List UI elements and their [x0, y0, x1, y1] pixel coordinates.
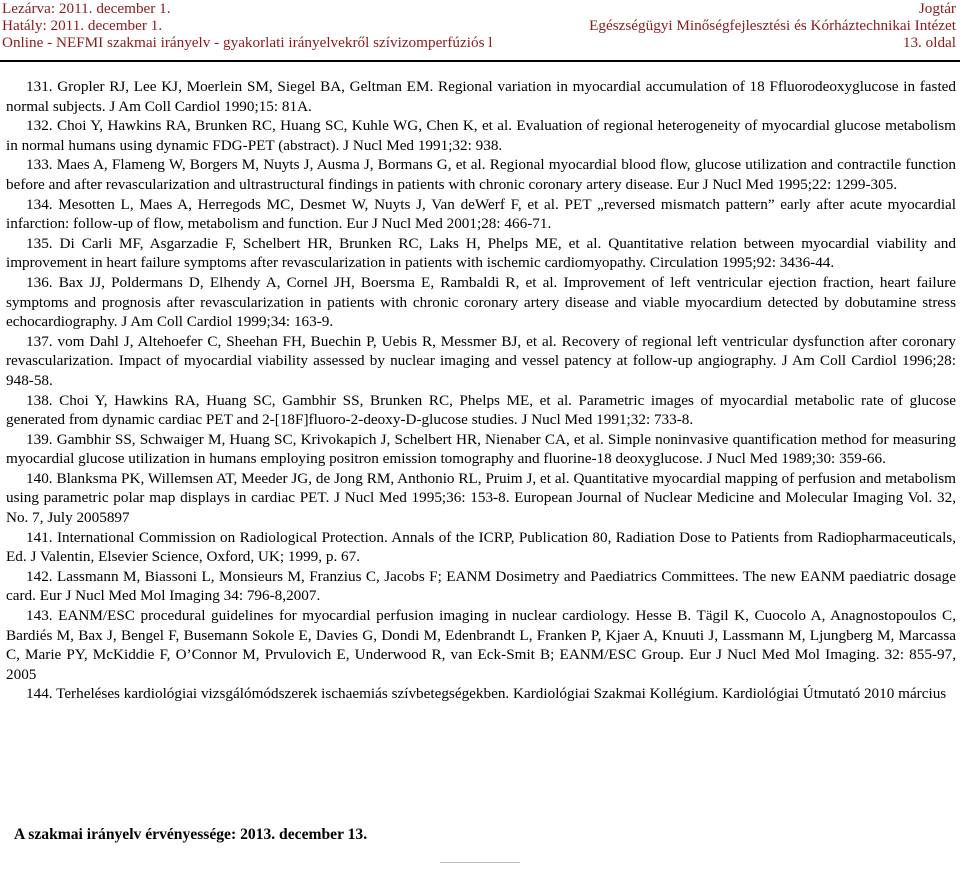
header-row-1: [0, 0, 960, 17]
reference-item: 135. Di Carli MF, Asgarzadie F, Schelbert HR, Brunken RC, Laks H, Phelps ME, et al. Quantitative relation between myocardial viability and improvement in heart failure symptoms after revascularization in patients with ischemic cardiomyopathy. Circulation 1995;92: 3436-44.: [6, 234, 956, 272]
header-divider: [0, 60, 960, 62]
reference-list: [6, 77, 956, 704]
reference-item: 143. EANM/ESC procedural guidelines for myocardial perfusion imaging in nuclear cardiology. Hesse B. Tägil K, Cuocolo A, Anagnostopoulos C, Bardiés M, Bax J, Bengel F, Busemann Sokole E, Davies G, Dondi M, Edenbrandt L, Franken P, Kjaer A, Knuuti J, Lassmann M, Ljungberg M, Marcassa C, Marie PY, McKiddie F, O’Connor M, Prvulovich E, Underwood R, van Eck-Smit B; EANM/ESC Group. Eur J Nucl Med Mol Imaging. 32: 855-97, 2005: [6, 607, 956, 683]
reference-item: 141. International Commission on Radiological Protection. Annals of the ICRP, Publication 80, Radiation Dose to Patients from Radiopharmaceuticals, Ed. J Valentin, Elsevier Science, Oxford, UK; 1999, p. 67.: [6, 528, 956, 566]
validity-statement: A szakmai irányelv érvényessége: 2013. december 13.: [14, 826, 368, 843]
header-row-3: [0, 34, 960, 51]
reference-item: 136. Bax JJ, Poldermans D, Elhendy A, Cornel JH, Boersma E, Rambaldi R, et al. Improvement of left ventricular ejection fraction, heart failure symptoms and prognosis after revascularization in patients with chronic coronary artery disease and viable myocardium detected by dobutamine stress echocardiography. J Am Coll Cardiol 1999;34: 163-9.: [6, 273, 956, 331]
publisher-name: Jogtár: [918, 0, 956, 17]
reference-item: 131. Gropler RJ, Lee KJ, Moerlein SM, Siegel BA, Geltman EM. Regional variation in myocardial accumulation of 18 Ffluorodeoxyglucose in fasted normal subjects. J Am Coll Cardiol 1990;15: 81A.: [6, 78, 956, 115]
closed-date: Lezárva: 2011. december 1.: [2, 0, 171, 17]
institute-name: Egészségügyi Minőségfejlesztési és Kórháztechnikai Intézet: [589, 17, 956, 34]
document-title: Online - NEFMI szakmai irányelv - gyakorlati irányelvekről szívizomperfúziós l: [2, 34, 493, 51]
reference-item: 140. Blanksma PK, Willemsen AT, Meeder JG, de Jong RM, Anthonio RL, Pruim J, et al. Quantitative myocardial mapping of perfusion and metabolism using parametric polar map displays in cardiac PET. J Nucl Med 1995;36: 153-8. European Journal of Nuclear Medicine and Molecular Imaging Vol. 32, No. 7, July 2005897: [6, 469, 956, 527]
reference-item: 132. Choi Y, Hawkins RA, Brunken RC, Huang SC, Kuhle WG, Chen K, et al. Evaluation of regional heterogeneity of myocardial glucose metabolism in normal humans using dynamic FDG-PET (abstract). J Nucl Med 1991;32: 938.: [6, 117, 956, 154]
reference-item: 139. Gambhir SS, Schwaiger M, Huang SC, Krivokapich J, Schelbert HR, Nienaber CA, et al. Simple noninvasive quantification method for measuring myocardial glucose utilization in humans employing positron emission tomography and fluorine-18 deoxyglucose. J Nucl Med 1989;30: 359-66.: [6, 430, 956, 468]
page-number: 13. oldal: [902, 34, 956, 51]
reference-item: 142. Lassmann M, Biassoni L, Monsieurs M, Franzius C, Jacobs F; EANM Dosimetry and Paediatrics Committees. The new EANM paediatric dosage card. Eur J Nucl Med Mol Imaging 34: 796-8,2007.: [6, 567, 956, 605]
header-row-2: [0, 17, 960, 34]
footer-divider: [440, 862, 520, 863]
reference-item: 134. Mesotten L, Maes A, Herregods MC, Desmet W, Nuyts J, Van deWerf F, et al. PET „reversed mismatch pattern” early after acute myocardial infarction: follow-up of flow, metabolism and function. Eur J Nucl Med 2001;28: 466-71.: [6, 195, 956, 233]
reference-item: 144. Terheléses kardiológiai vizsgálómódszerek ischaemiás szívbetegségekben. Kardiológiai Szakmai Kollégium. Kardiológiai Útmutató 2010 március: [26, 685, 947, 703]
reference-item: 137. vom Dahl J, Altehoefer C, Sheehan FH, Buechin P, Uebis R, Messmer BJ, et al. Recovery of regional left ventricular dysfunction after coronary revascularization. Impact of myocardial viability assessed by nuclear imaging and vessel patency at follow-up angiography. J Am Coll Cardiol 1996;28: 948-58.: [6, 332, 956, 389]
page-header: [0, 0, 960, 53]
effective-date: Hatály: 2011. december 1.: [2, 17, 163, 34]
reference-item: 133. Maes A, Flameng W, Borgers M, Nuyts J, Ausma J, Bormans G, et al. Regional myocardial blood flow, glucose utilization and contractile function before and after revascularization and ultrastructural findings in patients with chronic coronary artery disease. Eur J Nucl Med 1995;22: 1299-305.: [6, 156, 956, 193]
reference-item: 138. Choi Y, Hawkins RA, Huang SC, Gambhir SS, Brunken RC, Phelps ME, et al. Parametric images of myocardial metabolic rate of glucose generated from dynamic cardiac PET and 2-[18F]fluoro-2-deoxy-D-glucose studies. J Nucl Med 1991;32: 733-8.: [6, 391, 956, 429]
